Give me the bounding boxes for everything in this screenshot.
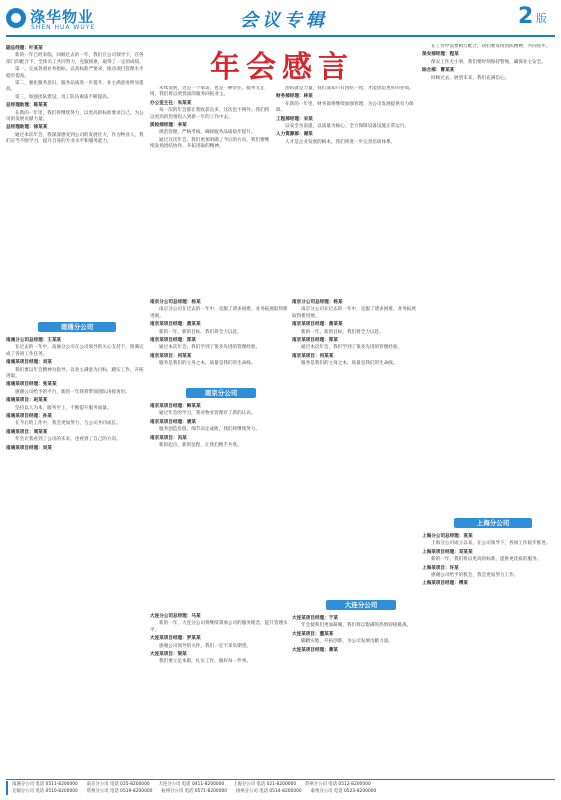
paragraph: 副总经理：叶某某 [6, 46, 43, 51]
paragraph: 南京某项目：何某某 [292, 353, 334, 359]
paragraph: 南京某项目经理：黄某某 [150, 322, 201, 328]
paragraph: 新的一年已经来临，回顾过去的一年，我们在公司领导下，在各部门的配合下，全体员工共同努力，克服困难，取得了一定的成绩。 [6, 53, 144, 65]
paragraph: 南通某项目经理：吴某 [6, 445, 52, 451]
column-4-bottom [422, 532, 555, 776]
section-header-shanghai: 上海分公司 [454, 518, 532, 528]
paragraph: 每一次的年会都让我收获良多，这次也不例外。我们将以更高的热情投入到新一年的工作中去。 [150, 108, 270, 120]
paragraph: 大连分公司总经理：马某 [150, 614, 201, 619]
paragraph: 南通分公司总经理：王某某 [6, 338, 62, 343]
paragraph: 上海分公司总经理：袁某 [422, 534, 473, 539]
paragraph: 人力资源部：谢某 [276, 132, 313, 138]
paragraph: 感谢公司给予的平台，新的一年我将带领团队再接再厉。 [15, 389, 130, 395]
company-logo [6, 6, 121, 34]
paragraph: 南京某项目经理：黄某某 [292, 322, 343, 328]
column-3-top [276, 86, 416, 296]
paragraph: 上海某项目经理：傅某 [422, 581, 468, 587]
paragraph: 大连某项目经理：萧某 [292, 647, 338, 653]
column-4-top [422, 44, 555, 514]
paragraph: 规范管理，严格考核，确保服务品质稳步提升。 [159, 130, 256, 136]
paragraph: 新的起点，新的征程，让我们携手共进。 [159, 443, 242, 449]
column-2-top [150, 86, 272, 296]
paragraph: 感谢公司领导的关怀，我们一定不辜负期望。 [159, 643, 251, 649]
column-1-top [6, 44, 146, 320]
paragraph: 在今后的工作中，我会更加努力，与公司共同成长。 [15, 421, 121, 427]
paragraph: 综合部：曹某某 [422, 68, 455, 74]
header-rule [6, 35, 555, 37]
paragraph: 我们要立足本职，扎实工作，做好每一件事。 [159, 659, 251, 665]
paragraph: 南通某项目经理：刘某 [6, 360, 52, 366]
column-2-mid2 [150, 402, 288, 612]
paragraph: 在新的一年里，财务部将继续加强管理，为公司发展提供有力保障。 [276, 101, 414, 114]
paragraph: 新的一年，新的目标，我们将全力以赴。 [301, 329, 384, 335]
paragraph: 南京某项目经理：唐某 [150, 419, 196, 425]
column-3-bottom [292, 614, 418, 776]
logo-english: SHEN HUA WUYE [31, 24, 96, 31]
page-number: 2 [518, 4, 534, 29]
paragraph: 服务是我们的立身之本，质量是我们的生命线。 [159, 361, 256, 367]
page-suffix: 版 [536, 12, 547, 25]
column-2-bottom [150, 612, 288, 776]
headline-banner [186, 40, 421, 85]
column-2-mid [150, 298, 288, 388]
paragraph: 大连某项目经理：罗某某 [150, 636, 201, 642]
paragraph: 南京某项目经理：郑某 [292, 338, 338, 344]
paragraph: 通过这次年会，我们更加明确了今后的方向，我们要继续发扬团结协作、开拓进取的精神。 [150, 137, 270, 150]
paragraph: 通过本次年会，我们学到了很多先进的管理经验。 [301, 345, 403, 351]
paragraph: 大连某项目：董某某 [292, 631, 334, 637]
paragraph: 服务创造价值，细节决定成败，我们将继续努力。 [159, 427, 261, 433]
paragraph: 通过年会的学习，我对物业管理有了新的认识。 [159, 411, 256, 417]
paragraph: 新的一年，我们将以更高的标准，提供更优质的服务。 [431, 557, 542, 563]
column-1-bottom [6, 336, 146, 776]
paragraph: 保安工作无小事，我们要时刻保持警惕，确保业主安全。 [431, 59, 546, 65]
paragraph: 财务部经理：林某 [276, 94, 313, 100]
paragraph: 总经理助理：陈某某 [6, 103, 48, 109]
paragraph: 我们要以年会精神为指导，以业主满意为目标，踏实工作，开拓进取。 [6, 367, 144, 380]
headline: 年会感言 [210, 50, 354, 85]
paragraph: 南通某项目经理：孙某 [6, 414, 52, 420]
paragraph: 第二，强化服务意识，服务品质进一步提升，业主满意度明显提高。 [6, 81, 144, 93]
paragraph: 南京某项目：冯某 [150, 435, 187, 441]
footer-accent [6, 781, 8, 795]
paragraph: 大连某项目经理：于某 [292, 616, 338, 621]
paragraph: 回顾过去，展望未来，我们充满信心。 [431, 75, 510, 81]
paragraph: 总经理助理：徐某某 [6, 125, 48, 131]
paragraph: 大连某项目：梁某 [150, 652, 187, 658]
paragraph: 南通某项目经理：张某某 [6, 382, 57, 388]
paragraph: 在工作中需要相互配合，我们要发扬团队精神，共同进步。 [431, 44, 551, 49]
paragraph: 团结就是力量，我们深知只有团结一致，才能创造更好的业绩。 [285, 86, 414, 91]
paragraph: 南京分公司总经理：杨某 [150, 300, 201, 305]
section-header-dalian: 大连分公司 [326, 600, 396, 610]
paragraph: 上海分公司成立以来，在公司领导下，各项工作稳步推进。 [431, 541, 551, 547]
footer-contacts [6, 779, 555, 796]
paragraph: 通过本次年会，我们学到了很多先进的管理经验。 [159, 345, 261, 351]
paragraph: 保安部经理：程某 [422, 52, 459, 58]
paragraph: 年会让我看到了公司的未来，也看到了自己的方向。 [15, 437, 121, 443]
column-3-mid [292, 298, 418, 598]
paragraph: 工程部经理：宋某 [276, 116, 313, 122]
footer-row-2: 无锡分公司 电话 0510-8200000 常州分公司 电话 0519-8200000 杭州分公司 电话 0571-8200000 扬州分公司 电话 0514-8200000 泰州分公司 电话 0523-8200000 [12, 789, 377, 794]
footer-row-1: 南通分公司 电话 0511-8200000 南京分公司 电话 025-8200000 大连分公司 电话 0411-8200000 上海分公司 电话 021-8200000 苏州分公司 电话 0512-8200000 [12, 782, 371, 787]
paragraph: 脚踏实地，开拓创新，为公司发展贡献力量。 [301, 639, 393, 645]
paragraph: 感谢公司给予的机会，我会更加努力工作。 [431, 573, 519, 579]
paragraph: 办公室主任：朱某某 [150, 100, 192, 106]
paragraph: 上海某项目经理：邓某某 [422, 549, 473, 555]
section-header-nanjing: 南京分公司 [186, 388, 256, 398]
paragraph: 服务是我们的立身之本，质量是我们的生命线。 [301, 361, 398, 367]
paragraph: 通过本次年会，我深深感受到公司的发展壮大，作为物业人，我们应当不断学习，提升自身的专业水平和服务能力。 [6, 132, 144, 145]
paragraph: 在过去的一年中，南通分公司在公司领导的关心支持下，圆满完成了各项工作任务。 [6, 345, 144, 357]
paragraph: 在新的一年里，我们将继续努力，以更高的标准要求自己，为公司的发展贡献力量。 [6, 110, 144, 123]
paragraph: 南通某项目：周某某 [6, 429, 48, 435]
paragraph: 上海某项目：许某 [422, 565, 459, 571]
paragraph: 以安全为前提，以质量为核心，全力保障设备设施正常运行。 [285, 124, 410, 130]
logo-icon [6, 8, 26, 28]
paragraph: 第一，完成各项业务指标，以高标准严要求，推动项目管理水平稳步提高。 [6, 67, 144, 79]
paragraph: 新的一年，新的目标，我们将全力以赴。 [159, 329, 242, 335]
section-header-nantong: 南通分公司 [38, 322, 116, 332]
section-title: 会议专辑 [240, 10, 328, 31]
page-header [0, 0, 561, 40]
paragraph: 人才是企业发展的根本，我们将进一步完善培训体系。 [285, 139, 396, 145]
paragraph: 新的一年，大连分公司将继续秉承公司的服务理念，提升管理水平。 [150, 621, 288, 633]
paragraph: 南京分公司在过去的一年中，克服了诸多困难，业务拓展取得新进展。 [150, 307, 288, 319]
paragraph: 年会使我们更加凝聚，我们将以饱满的热情迎接挑战。 [301, 623, 412, 629]
paragraph: 南京某项目经理：韩某某 [150, 404, 201, 409]
paragraph: 质检部经理：李某 [150, 123, 187, 129]
paragraph: 南京分公司在过去的一年中，克服了诸多困难，业务拓展取得新进展。 [292, 307, 416, 319]
paragraph: 南京分公司总经理：杨某 [292, 300, 343, 305]
paragraph: 南通某项目：赵某某 [6, 398, 48, 404]
paragraph: 坚持以人为本，服务至上，不断提升服务质量。 [15, 405, 112, 411]
logo-name: 涤华物业 [30, 8, 95, 26]
paragraph: 南京某项目：何某某 [150, 353, 192, 359]
paragraph: 南京某项目经理：郑某 [150, 338, 196, 344]
paragraph: 永续发展，这是一个承诺，也是一种责任。服务无止境，我们将以更优质的服务回报业主。 [150, 86, 265, 98]
paragraph: 第三，加强团队建设，员工队伍素质不断提高。 [15, 94, 112, 100]
